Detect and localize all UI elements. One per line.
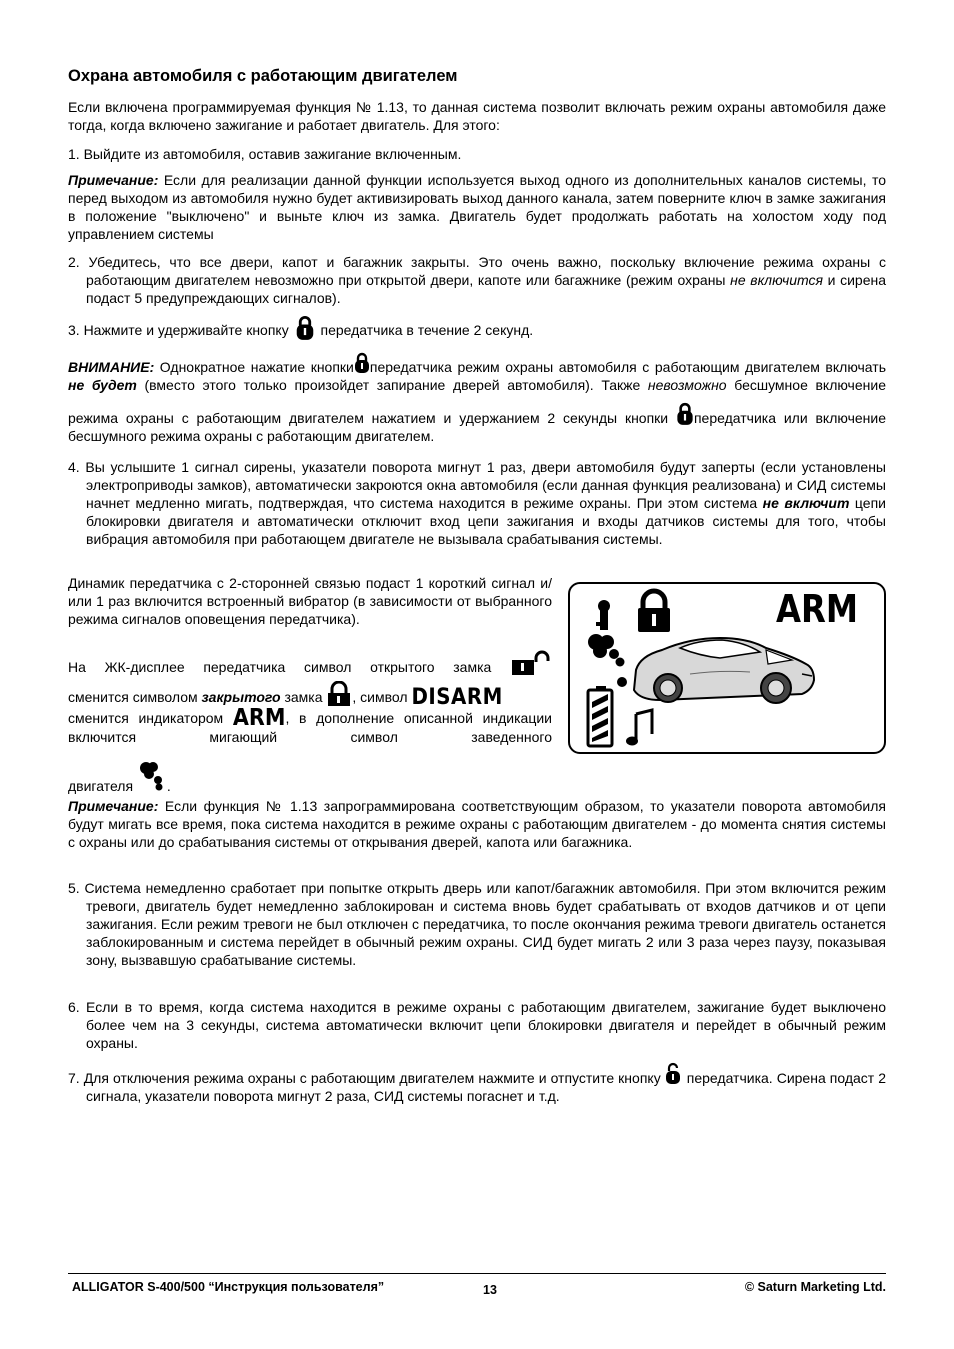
engine-smoke-icon [588, 634, 627, 687]
step-2: 2. Убедитесь, что все двери, капот и багажник закрыты. Это очень важно, поскольку включение режима охраны с работающим двигателем невозможно при открытой двери, капоте или багажнике (режим охраны не включится и сирена подаст 5 предупреждающих сигналов). [68, 254, 887, 306]
battery-icon [588, 686, 612, 746]
closed-lock-icon [638, 591, 670, 632]
intro-paragraph: Если включена программируемая функция № 1.13, то данная система позволит включать режим охраны автомобиля даже тогда, когда включено зажигание и работает двигатель. Для этого: [68, 99, 886, 133]
car-icon [634, 638, 814, 703]
footer-divider [68, 1273, 886, 1274]
lcd-paragraph: На ЖК-дисплее передатчика символ открытого замка сменится символом закрытого замка , символ DISARM сменится индикатором ARM, в дополнение описанной индикации включится мигающий символ заведенного двигателя . [68, 650, 552, 795]
note-1: Примечание: Если для реализации данной функции используется выход одного из дополнительных каналов системы, то перед выходом из автомобиля нужно будет активизировать выход данного канала, затем поверните ключ в замке зажигания в положение "выключено" и выньте ключ из замка. Двигатель будет продолжать работать на холостом ходу под управлением системы [68, 172, 886, 242]
note-label: Примечание: [68, 172, 159, 188]
music-note-icon [626, 710, 652, 746]
key-icon [596, 600, 610, 630]
step-4: 4. Вы услышите 1 сигнал сирены, указатели поворота мигнут 1 раз, двери автомобиля будут заперты (если установлены электроприводы замков), автоматически закроются окна автомобиля (если данная функция реализована) и СИД системы начнет медленно мигать, подтверждая, что система находится в режиме охраны. При этом система не включит цепи блокировки двигателя и автоматически отключит вход цепи зажигания и входы датчиков системы для того, чтобы вибрация автомобиля при работающем двигателе не вызывала срабатывания системы. [68, 459, 886, 547]
lcd-display-illustration [570, 584, 884, 752]
lock-button-icon [676, 402, 694, 426]
lock-button-icon [354, 352, 370, 374]
unlock-button-icon [665, 1062, 683, 1086]
page-title: Охрана автомобиля с работающим двигателем [68, 67, 458, 85]
closed-lock-icon [326, 681, 352, 707]
lcd-display-figure [568, 582, 886, 754]
disarm-indicator: DISARM [411, 685, 503, 710]
footer-copyright: © Saturn Marketing Ltd. [744, 1280, 886, 1294]
step-3: 3. Нажмите и удерживайте кнопку передатчика в течение 2 секунд. [68, 315, 886, 341]
engine-smoke-icon [137, 761, 167, 791]
arm-indicator: ARM [232, 705, 286, 731]
step-5: 5. Система немедленно сработает при попытке открыть дверь или капот/багажник автомобиля. При этом включится режим тревоги, двигатель будет немедленно заблокирован и система вновь будет срабатывать от входов датчиков и от цепи зажигания. Если режим тревоги не был отключен с передатчика, то после окончания режима тревоги двигатель останется заблокированным и система перейдет в обычный режим охраны. СИД будет мигать 2 или 3 раза через паузу, показывая зону, вызвавшую срабатывание системы. [68, 880, 886, 968]
note-2: Примечание: Если функция № 1.13 запрограммирована соответствующим образом, то указатели поворота автомобиля будут мигать все время, пока система находится в режиме охраны с работающим двигателем - до момента снятия системы с охраны или до срабатывания системы от открывания дверей, капота или багажника. [68, 798, 886, 850]
arm-text: ARM [776, 587, 858, 631]
step-6: 6. Если в то время, когда система находится в режиме охраны с работающим двигателем, зажигание будет выключено более чем на 3 секунды, система автоматически включит цепи блокировки двигателя и перейдет в обычный режим охраны. [68, 999, 886, 1051]
step-1: 1. Выйдите из автомобиля, оставив зажигание включенным. [68, 146, 462, 162]
step-7: 7. Для отключения режима охраны с работающим двигателем нажмите и отпустите кнопку передатчика. Сирена подаст 2 сигнала, указатели поворота мигнут 2 раза, СИД системы погаснет и т.д. [68, 1062, 886, 1105]
footer-product: ALLIGATOR S-400/500 “Инструкция пользователя” [72, 1280, 385, 1294]
open-lock-icon [510, 650, 552, 676]
warning-paragraph: ВНИМАНИЕ: Однократное нажатие кнопки передатчика режим охраны автомобиля с работающим двигателем включать не будет (вместо этого только произойдет запирание дверей автомобиля). Также невозможно бесшумное включение режима охраны с работающим двигателем нажатием и удержанием 2 секунды кнопки передатчика или включение бесшумного режима охраны с работающим двигателем. [68, 352, 886, 445]
page-number: 13 [483, 1283, 497, 1297]
speaker-paragraph: Динамик передатчика с 2-сторонней связью подаст 1 короткий сигнал и/или 1 раз включится встроенный вибратор (в зависимости от выбранного режима сигналов оповещения передатчика). [68, 575, 552, 627]
lock-button-icon [295, 315, 315, 341]
